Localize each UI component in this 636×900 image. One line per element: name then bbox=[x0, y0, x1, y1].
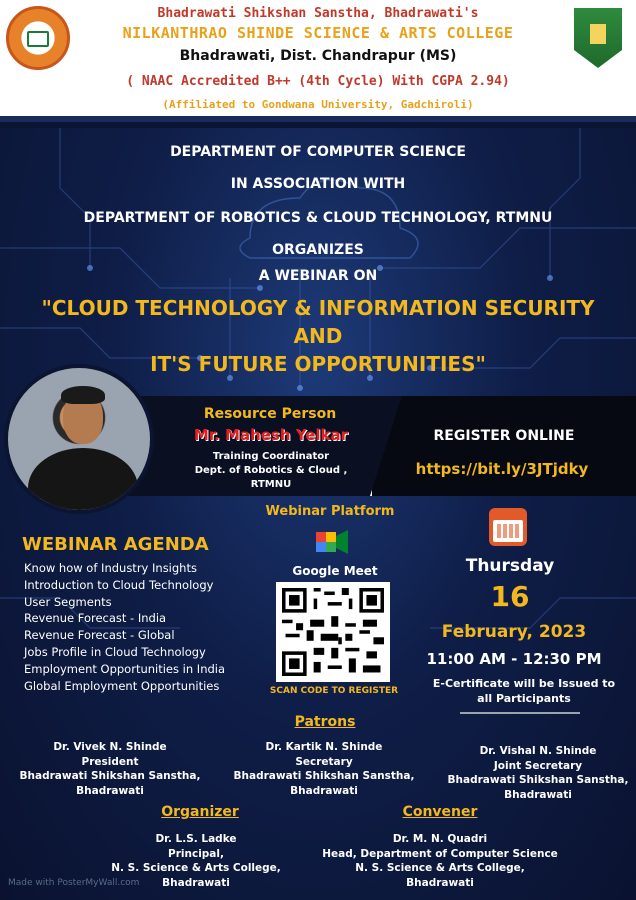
convener-heading: Convener bbox=[402, 804, 478, 820]
watermark: Made with PosterMyWall.com bbox=[8, 878, 140, 888]
speaker-role: Training Coordinator bbox=[212, 451, 330, 462]
scan-instruction: SCAN CODE TO REGISTER bbox=[269, 686, 399, 696]
convener-card bbox=[310, 832, 570, 890]
patron-name: Dr. Vivek N. Shinde bbox=[53, 741, 167, 753]
organizer-heading: Organizer bbox=[161, 804, 239, 820]
calendar-icon bbox=[489, 508, 527, 546]
webinar-title-line1: "CLOUD TECHNOLOGY & INFORMATION SECURITY bbox=[41, 296, 595, 320]
agenda-list bbox=[24, 560, 225, 694]
agenda-item: Revenue Forecast - Global bbox=[24, 628, 175, 643]
event-date: 16 bbox=[490, 580, 530, 613]
registration-qr-code[interactable] bbox=[276, 582, 390, 682]
speaker-dept: Dept. of Robotics & Cloud , bbox=[194, 465, 348, 476]
divider bbox=[460, 712, 580, 714]
organizer-role: Principal, bbox=[168, 847, 224, 860]
patron-org: Bhadrawati Shikshan Sanstha, bbox=[19, 770, 201, 782]
organizer-place: Bhadrawati bbox=[162, 876, 230, 889]
speaker-institution: RTMNU bbox=[250, 479, 292, 490]
naac-accreditation: ( NAAC Accredited B++ (4th Cycle) With CGPA 2.94) bbox=[126, 74, 510, 89]
event-month-year: February, 2023 bbox=[441, 622, 587, 642]
patron-org: Bhadrawati Shikshan Sanstha, bbox=[447, 774, 629, 786]
webinar-title-line2: AND bbox=[293, 324, 343, 348]
e-certificate-line1: E-Certificate will be Issued to bbox=[432, 677, 616, 690]
patron-card bbox=[10, 740, 210, 798]
google-meet-icon bbox=[316, 528, 348, 556]
college-location: Bhadrawati, Dist. Chandrapur (MS) bbox=[179, 48, 457, 64]
college-name: NILKANTHRAO SHINDE SCIENCE & ARTS COLLEGE bbox=[122, 24, 514, 42]
patron-place: Bhadrawati bbox=[290, 784, 358, 797]
organizer-org: N. S. Science & Arts College, bbox=[111, 862, 281, 874]
convener-role: Head, Department of Computer Science bbox=[322, 847, 558, 860]
agenda-item: User Segments bbox=[24, 594, 112, 609]
webinar-title-line3: IT'S FUTURE OPPORTUNITIES" bbox=[150, 352, 486, 376]
register-band bbox=[370, 396, 636, 496]
organizing-department: DEPARTMENT OF COMPUTER SCIENCE bbox=[170, 144, 466, 160]
register-label: REGISTER ONLINE bbox=[433, 428, 575, 444]
association-text: IN ASSOCIATION WITH bbox=[230, 176, 406, 192]
partner-department: DEPARTMENT OF ROBOTICS & CLOUD TECHNOLOGY, RTMNU bbox=[83, 210, 553, 226]
convener-org: N. S. Science & Arts College, bbox=[355, 862, 525, 874]
university-affiliation: (Affiliated to Gondwana University, Gadchiroli) bbox=[162, 98, 474, 111]
resource-person-label: Resource Person bbox=[203, 406, 337, 422]
e-certificate-line2: all Participants bbox=[477, 692, 571, 705]
e-certificate-note bbox=[414, 676, 634, 706]
convener-name: Dr. M. N. Quadri bbox=[392, 833, 488, 845]
speaker-name: Mr. Mahesh Yelkar bbox=[193, 426, 349, 444]
society-name: Bhadrawati Shikshan Sanstha, Bhadrawati's bbox=[157, 6, 479, 21]
convener-place: Bhadrawati bbox=[406, 876, 474, 889]
patron-card bbox=[226, 740, 422, 798]
platform-name: Google Meet bbox=[292, 564, 378, 578]
speaker-designation bbox=[186, 450, 356, 492]
agenda-item: Revenue Forecast - India bbox=[24, 611, 167, 626]
patron-place: Bhadrawati bbox=[76, 784, 144, 797]
patron-org: Bhadrawati Shikshan Sanstha, bbox=[233, 770, 415, 782]
agenda-item: Global Employment Opportunities bbox=[24, 678, 220, 693]
register-link[interactable]: https://bit.ly/3JTjdky bbox=[415, 460, 589, 478]
agenda-item: Jobs Profile in Cloud Technology bbox=[24, 644, 206, 659]
patron-name: Dr. Kartik N. Shinde bbox=[265, 741, 383, 753]
organizes-text: ORGANIZES bbox=[272, 242, 364, 258]
agenda-item: Employment Opportunities in India bbox=[24, 661, 226, 676]
organizer-name: Dr. L.S. Ladke bbox=[155, 833, 237, 845]
agenda-title: WEBINAR AGENDA bbox=[22, 534, 209, 555]
patron-role: President bbox=[81, 755, 139, 768]
college-header bbox=[0, 0, 636, 122]
patron-name: Dr. Vishal N. Shinde bbox=[479, 745, 597, 757]
patron-role: Secretary bbox=[295, 755, 353, 768]
qr-code-icon bbox=[282, 588, 384, 676]
agenda-item: Introduction to Cloud Technology bbox=[24, 577, 214, 592]
platform-label: Webinar Platform bbox=[265, 504, 395, 519]
patrons-heading: Patrons bbox=[294, 714, 356, 730]
patron-place: Bhadrawati bbox=[504, 788, 572, 801]
agenda-item: Know how of Industry Insights bbox=[24, 561, 197, 575]
event-day: Thursday bbox=[465, 556, 555, 576]
event-time: 11:00 AM - 12:30 PM bbox=[426, 650, 602, 668]
patron-card bbox=[440, 744, 636, 802]
webinar-on-text: A WEBINAR ON bbox=[258, 268, 378, 284]
speaker-photo bbox=[4, 364, 154, 514]
patron-role: Joint Secretary bbox=[493, 759, 583, 772]
